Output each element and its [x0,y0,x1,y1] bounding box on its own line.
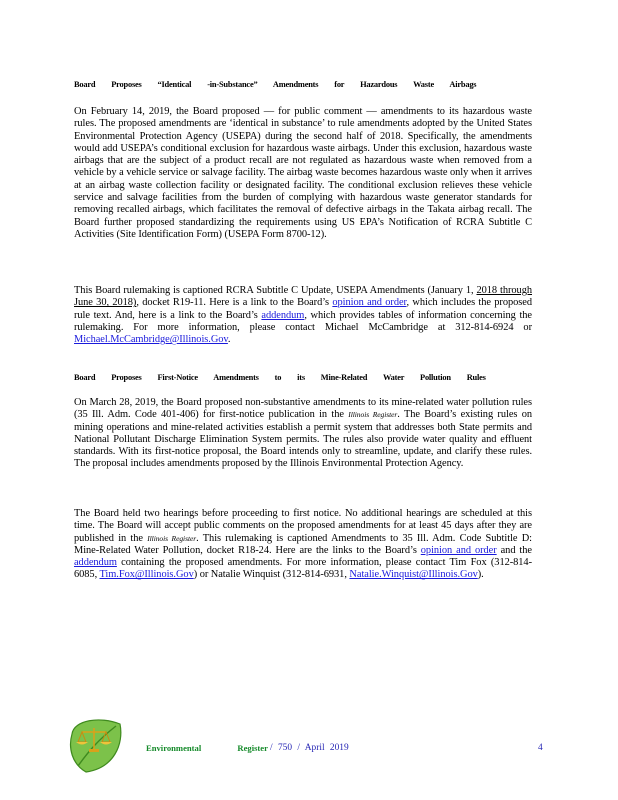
article1-paragraph-1: On February 14, 2019, the Board proposed — for public comment — amendments to its hazardous waste rules. The proposed amendments are ‘identical in substance’ to rule amendments adopted by the United States Environmental Protection Agency (USEPA) during the second half of 2018. Specifically, the amendments would add USEPA’s conditional exclusion for hazardous waste airbags. Under this exclusion, hazardous waste airbags that are the subject of a product recall are not regulated as hazardous waste when removed from a vehicle by a vehicle service or salvage facility. The airbag waste becomes hazardous waste only when it arrives at an airbag waste collection facility or designated facility. The conditional exclusion relieves these vehicle service and salvage facilities from the burden of complying with hazardous waste generator standards for removing recalled airbags, which facilitates the removal of defective airbags in the Takata airbag recall. The Board further proposed standardizing the requirements using US EPA’s Notification of RCRA Subtitle C Activities (Site Identification Form) (USEPA Form 8700-12). [74,106,532,240]
footer-publication-name: Environmental Register [146,743,268,753]
text-segment: This Board rulemaking is captioned RCRA Subtitle C Update, USEPA Amendments (January 1, [74,285,477,296]
text-segment: , which provides tables of information concerning the rulemaking. For more information, please contact Michael McCambridge at 312-814-6924 or [74,309,532,333]
text-segment: . The Board’s existing rules on mining operations and mine-related activities establish a permit system that addresses both State permits and National Pollutant Discharge Elimination System permits. The rules also provide water quality and effluent standards. With its first-notice proposal, the Board intends only to streamline, update, and clarify these rules. The proposal includes amendments proposed by the Illinois Environmental Protection Agency. [74,409,532,470]
article1-paragraph-2 [74,285,532,346]
opinion-and-order-link[interactable]: opinion and order [332,297,407,309]
text-segment: . This rulemaking is captioned Amendments to 35 Ill. Adm. Code Subtitle D: Mine-Related Water Pollution, docket R18-24. Here are the links to the Board’s [74,532,532,556]
addendum-link[interactable]: addendum [261,309,305,321]
email-link-mccambridge[interactable]: Michael.McCambridge@Illinois.Gov [74,334,228,346]
text-segment: On March 28, 2019, the Board proposed non-substantive amendments to its mine-related water pollution rules (35 Ill. Adm. Code 401-406) for first-notice publication in the [74,397,532,421]
addendum-link[interactable]: addendum [74,557,117,569]
email-link-winquist[interactable]: Natalie.Winquist@Illinois.Gov [349,569,478,581]
footer-page-number: 4 [538,743,543,753]
caption-dates: 2018 through June 30, 2018) [74,285,532,309]
text-segment: ) or Natalie Winquist (312-814-6931, [193,569,350,581]
footer-issue-info: / 750 / April 2019 [270,743,349,753]
text-segment: , which includes the proposed rule text. And, here is a link to the Board’s [74,297,532,321]
text-segment: ). [477,569,484,581]
illinois-register-ref: Illinois Register [348,410,398,420]
article2-heading: Board Proposes First-Notice Amendments to its Mine-Related Water Pollution Rules [74,373,486,382]
text-segment: containing the proposed amendments. For more information, please contact Tim Fox (312-814-6085, [74,557,532,581]
text-segment: , docket R19-11. Here is a link to the Board’s [136,297,333,309]
text-segment: . [227,334,231,346]
leaf-scales-logo-icon [64,714,128,778]
text-segment: and the [496,544,532,556]
article2-paragraph-2 [74,508,532,582]
email-link-fox[interactable]: Tim.Fox@Illinois.Gov [99,569,194,581]
illinois-register-ref: Illinois Register [147,533,197,543]
article2-paragraph-1 [74,397,532,471]
article1-heading: Board Proposes “Identical -in-Substance” Amendments for Hazardous Waste Airbags [74,80,477,89]
text-segment: The Board held two hearings before proceeding to first notice. No additional hearings are scheduled at this time. The Board will accept public comments on the proposed amendments for at least 45 days after they are published in the [74,508,532,544]
opinion-and-order-link[interactable]: opinion and order [420,544,497,556]
